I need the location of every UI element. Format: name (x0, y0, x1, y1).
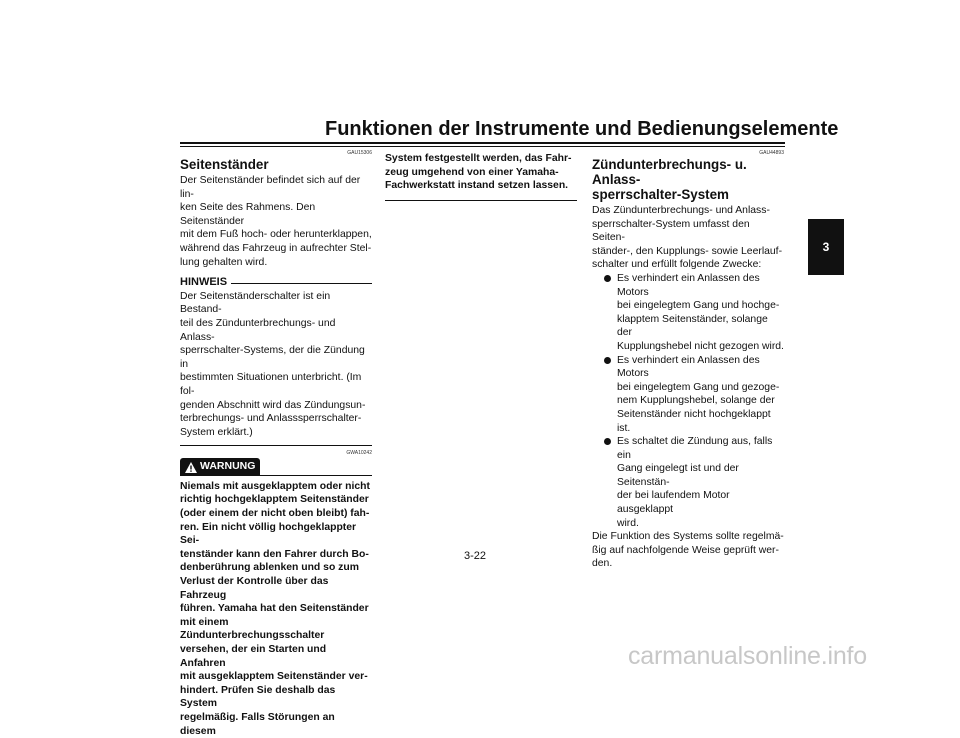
warning-code: GWA10242 (346, 450, 372, 457)
warning-rule (260, 475, 372, 476)
text-line: ren. Ein nicht völlig hochgeklappter Sei- (180, 521, 357, 547)
right-column (592, 150, 784, 571)
text-line: System erklärt.) (180, 426, 253, 438)
text-line: ßig auf nachfolgende Weise geprüft wer- (592, 544, 779, 556)
text-line: versehen, der ein Starten und Anfahren (180, 644, 327, 669)
text-line: richtig hochgeklapptem Seitenständer (180, 494, 369, 506)
text-line: wird. (617, 517, 639, 529)
list-item (602, 272, 784, 354)
text-line: nem Kupplungshebel, solange der (617, 395, 775, 407)
text-line: Fachwerkstatt instand setzen lassen. (385, 180, 569, 192)
text-line: System festgestellt werden, das Fahr- (385, 153, 572, 164)
text-line: Kupplungshebel nicht gezogen wird. (617, 340, 784, 352)
text-line: Gang eingelegt ist und der Seitenstän- (617, 463, 739, 488)
text-line: während das Fahrzeug in aufrechter Stel- (180, 242, 372, 254)
text-line: Verlust der Kontrolle über das Fahrzeug (180, 576, 329, 601)
warning-end-rule (385, 200, 577, 201)
section-heading-zuendunterbrechung (592, 157, 784, 202)
heading-line: Zündunterbrechungs- u. Anlass- (592, 157, 747, 187)
warning-paragraph (180, 480, 372, 738)
text-line: lung gehalten wird. (180, 256, 268, 268)
watermark: carmanualsonline.info (628, 642, 868, 670)
hinweis-end-rule (180, 445, 372, 446)
text-line: Es verhindert ein Anlassen des Motors (617, 354, 760, 380)
hinweis-label: HINWEIS (180, 276, 228, 289)
page-number: 3-22 (464, 550, 487, 562)
header-rule-thin (180, 146, 785, 147)
header-rule (180, 142, 785, 144)
text-line: Die Funktion des Systems sollte regelmä- (592, 531, 784, 543)
text-line: bei eingelegtem Gang und hochge- (617, 300, 780, 312)
warning-badge (180, 458, 260, 476)
text-line: führen. Yamaha hat den Seitenständer (180, 603, 369, 615)
chapter-tab: 3 (808, 219, 844, 275)
text-line: regelmäßig. Falls Störungen an diesem (180, 711, 335, 737)
text-line: denberührung ablenken und so zum (180, 562, 359, 574)
warning-continuation (385, 152, 577, 193)
text-line: der bei laufendem Motor ausgeklappt (617, 490, 730, 516)
section-code: GAU15306 (347, 150, 372, 156)
page-title: Funktionen der Instrumente und Bedienungselemente (325, 118, 839, 140)
warning-header (180, 458, 372, 476)
intro-paragraph (592, 204, 784, 272)
hinweis-header (180, 276, 372, 290)
text-line: terbrechungs- und Anlasssperrschalter- (180, 413, 362, 425)
heading-line: sperrschalter-System (592, 187, 729, 202)
warning-triangle-icon (185, 462, 197, 473)
text-line: teil des Zündunterbrechungs- und Anlass- (180, 317, 336, 343)
text-line: zeug umgehend von einer Yamaha- (385, 166, 559, 178)
text-line: mit einem Zündunterbrechungsschalter (180, 616, 325, 642)
text-line: mit ausgeklapptem Seitenständer ver- (180, 671, 368, 683)
section-code: GAU44893 (759, 150, 784, 156)
list-item (602, 354, 784, 436)
text-line: Seitenständer nicht hochgeklappt ist. (617, 408, 771, 434)
list-item (602, 435, 784, 530)
text-line: Es schaltet die Zündung aus, falls ein (617, 436, 773, 461)
middle-column (385, 152, 577, 201)
text-line: sperrschalter-Systems, der die Zündung in (180, 345, 365, 370)
hinweis-rule (231, 283, 372, 284)
text-line: mit dem Fuß hoch- oder herunterklappen, (180, 229, 372, 241)
text-line: hindert. Prüfen Sie deshalb das System (180, 684, 336, 710)
warning-label: WARNUNG (200, 460, 256, 473)
section-heading-seitenstaender: Seitenständer (180, 157, 269, 172)
text-line: ken Seite des Rahmens. Den Seitenständer (180, 202, 316, 227)
text-line: Niemals mit ausgeklapptem oder nicht (180, 480, 370, 492)
text-line: Der Seitenständer befindet sich auf der lin- (180, 175, 361, 200)
text-line: klapptem Seitenständer, solange der (617, 313, 768, 339)
intro-paragraph (180, 174, 372, 269)
text-line: (oder einem der nicht oben bleibt) fah- (180, 508, 370, 520)
hinweis-paragraph (180, 290, 372, 440)
text-line: genden Abschnitt wird das Zündungsun- (180, 399, 366, 411)
text-line: schalter und erfüllt folgende Zwecke: (592, 259, 762, 271)
text-line: Es verhindert ein Anlassen des Motors (617, 272, 760, 298)
text-line: Das Zündunterbrechungs- und Anlass- (592, 205, 770, 216)
left-column (180, 150, 372, 738)
outro-paragraph (592, 530, 784, 571)
text-line: den. (592, 558, 613, 570)
text-line: ständer-, den Kupplungs- sowie Leerlauf- (592, 245, 783, 257)
text-line: sperrschalter-System umfasst den Seiten- (592, 218, 750, 244)
purpose-list (592, 272, 784, 530)
text-line: tenständer kann den Fahrer durch Bo- (180, 548, 369, 560)
text-line: Der Seitenständerschalter ist ein Bestand- (180, 290, 331, 316)
text-line: bei eingelegtem Gang und gezoge- (617, 381, 780, 393)
text-line: bestimmten Situationen unterbricht. (Im fol- (180, 372, 362, 397)
